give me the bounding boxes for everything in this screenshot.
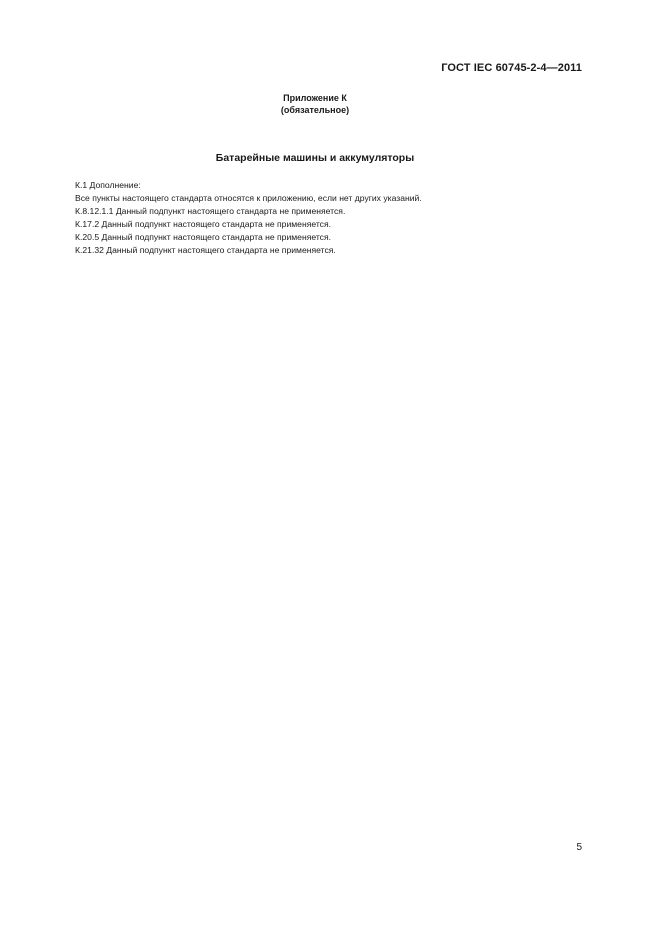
clause-k21-32: К.21.32 Данный подпункт настоящего стандарта не применяется. <box>75 245 336 255</box>
clause-k17-2: К.17.2 Данный подпункт настоящего стандарта не применяется. <box>75 219 332 229</box>
clause-k20-5: К.20.5 Данный подпункт настоящего стандарта не применяется. <box>75 232 332 242</box>
page-number: 5 <box>576 842 582 853</box>
appendix-heading <box>0 92 630 116</box>
document-code: ГОСТ IEC 60745-2-4—2011 <box>441 62 582 74</box>
body-text <box>75 179 575 257</box>
clause-k1: К.1 Дополнение: <box>75 180 141 190</box>
clause-k8-12-1-1: К.8.12.1.1 Данный подпункт настоящего стандарта не применяется. <box>75 206 346 216</box>
appendix-status: (обязательное) <box>280 105 350 115</box>
appendix-title: Приложение К <box>283 93 347 103</box>
clause-k1-text: Все пункты настоящего стандарта относятся к приложению, если нет других указаний. <box>75 193 422 203</box>
section-title: Батарейные машины и аккумуляторы <box>215 152 415 164</box>
